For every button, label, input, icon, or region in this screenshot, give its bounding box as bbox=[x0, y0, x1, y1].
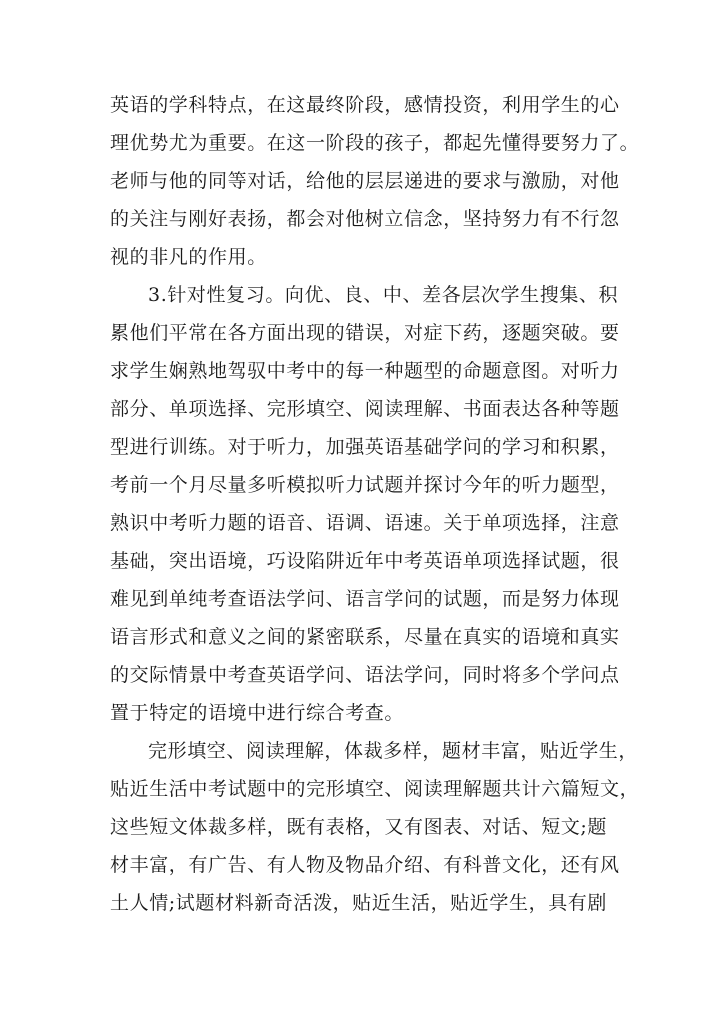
paragraph-first-line: 3.针对性复习。向优、良、中、差各层次学生搜集、积 bbox=[148, 284, 619, 306]
text-line: 基础，突出语境，巧设陷阱近年中考英语单项选择试题，很 bbox=[110, 550, 620, 572]
text-line: 英语的学科特点，在这最终阶段，感情投资，利用学生的心 bbox=[110, 94, 620, 116]
text-line: 难见到单纯考查语法学问、语言学问的试题，而是努力体现 bbox=[110, 588, 620, 610]
paragraph-first-line: 完形填空、阅读理解，体裁多样，题材丰富，贴近学生， bbox=[148, 740, 639, 762]
text-line: 老师与他的同等对话，给他的层层递进的要求与激励，对他 bbox=[110, 170, 620, 192]
text-line: 的交际情景中考查英语学问、语法学问，同时将多个学问点 bbox=[110, 664, 620, 686]
body-text bbox=[110, 86, 640, 922]
text-line: 累他们平常在各方面出现的错误，对症下药，逐题突破。要 bbox=[110, 322, 620, 344]
text-line: 考前一个月尽量多听模拟听力试题并探讨今年的听力题型， bbox=[110, 474, 620, 496]
text-line: 土人情;试题材料新奇活泼，贴近生活，贴近学生，具有剧 bbox=[110, 892, 608, 914]
text-line: 置于特定的语境中进行综合考查。 bbox=[110, 702, 405, 724]
text-line: 贴近生活中考试题中的完形填空、阅读理解题共计六篇短文， bbox=[110, 778, 640, 800]
text-line: 语言形式和意义之间的紧密联系，尽量在真实的语境和真实 bbox=[110, 626, 620, 648]
text-line: 理优势尤为重要。在这一阶段的孩子，都起先懂得要努力了。 bbox=[110, 132, 640, 154]
text-line: 部分、单项选择、完形填空、阅读理解、书面表达各种等题 bbox=[110, 398, 620, 420]
text-line: 型进行训练。对于听力，加强英语基础学问的学习和积累， bbox=[110, 436, 620, 458]
text-line: 视的非凡的作用。 bbox=[110, 246, 267, 268]
text-line: 材丰富，有广告、有人物及物品介绍、有科普文化，还有风 bbox=[110, 854, 620, 876]
text-line: 的关注与刚好表扬，都会对他树立信念，坚持努力有不行忽 bbox=[110, 208, 620, 230]
text-line: 熟识中考听力题的语音、语调、语速。关于单项选择，注意 bbox=[110, 512, 620, 534]
text-line: 求学生娴熟地驾驭中考中的每一种题型的命题意图。对听力 bbox=[110, 360, 620, 382]
text-line: 这些短文体裁多样，既有表格，又有图表、对话、短文;题 bbox=[110, 816, 608, 838]
